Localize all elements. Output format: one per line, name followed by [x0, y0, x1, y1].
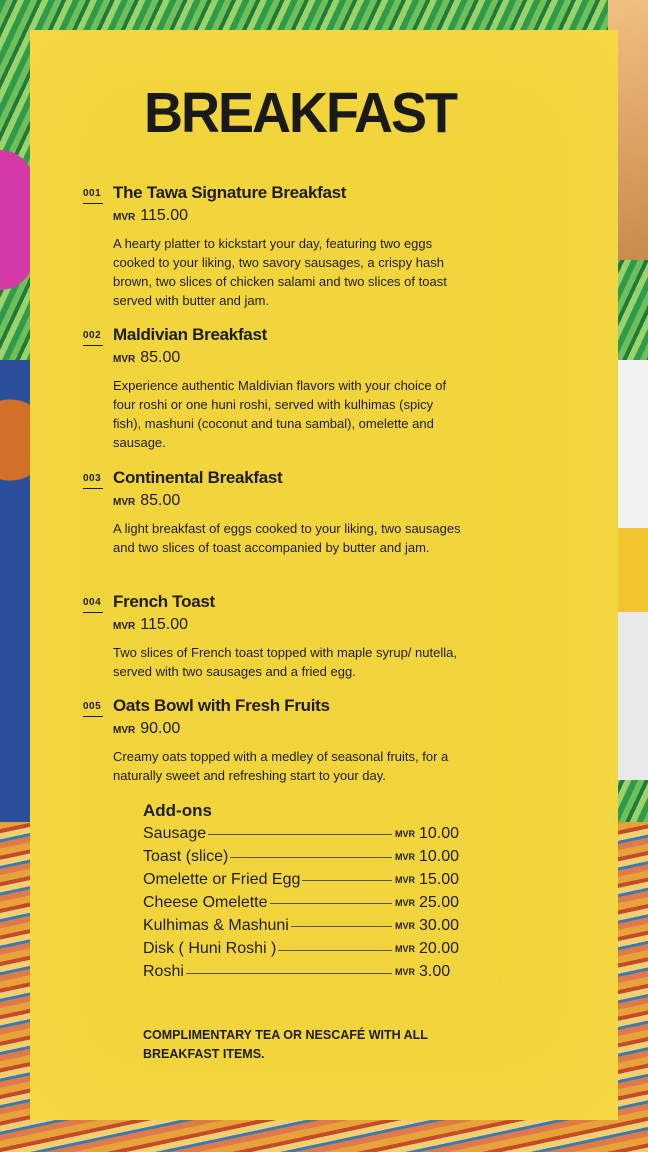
addon-row — [143, 868, 463, 891]
currency-label: MVR — [395, 967, 415, 978]
currency-label: MVR — [113, 212, 136, 223]
addon-row — [143, 845, 463, 868]
item-description: A hearty platter to kickstart your day, featuring two eggs cooked to your liking, two savory sausages, a crispy hash brown, two slices of chicken salami and two slices of toast served with butter and jam. — [113, 236, 447, 308]
menu-item — [83, 324, 463, 452]
leader-line — [278, 950, 392, 951]
addon-price: 15.00 — [419, 870, 460, 888]
addon-price: 10.00 — [419, 824, 460, 842]
currency-label: MVR — [113, 725, 136, 736]
item-price — [113, 204, 463, 230]
item-description: Experience authentic Maldivian flavors with your choice of four roshi or one huni roshi, served with kulhimas (spicy fish), mashuni (coconut and tuna sambal), omelette and sausage. — [113, 378, 447, 450]
addon-price: 20.00 — [419, 940, 460, 958]
item-price — [113, 717, 463, 743]
addon-name: Toast (slice) — [143, 847, 229, 865]
item-name: The Tawa Signature Breakfast — [113, 183, 347, 202]
item-name: Maldivian Breakfast — [113, 325, 267, 344]
addon-name: Kulhimas & Mashuni — [143, 916, 289, 934]
addons-section — [143, 800, 463, 984]
menu-title: BREAKFAST — [144, 81, 457, 145]
complimentary-note: COMPLIMENTARY TEA OR NESCAFÉ WITH ALL BREAKFAST ITEMS. — [143, 1028, 428, 1061]
price-amount: 115.00 — [140, 207, 188, 224]
item-number: 003 — [83, 473, 103, 489]
currency-label: MVR — [113, 621, 136, 632]
addon-row — [143, 891, 463, 914]
addon-name: Omelette or Fried Egg — [143, 870, 301, 888]
menu-item — [83, 695, 463, 785]
currency-label: MVR — [395, 944, 415, 955]
menu-item — [83, 182, 463, 310]
price-amount: 90.00 — [140, 720, 181, 737]
addon-price: 10.00 — [419, 847, 460, 865]
price-amount: 85.00 — [140, 349, 181, 366]
currency-label: MVR — [395, 828, 415, 839]
item-price — [113, 346, 463, 372]
addon-row — [143, 937, 463, 960]
addon-name: Cheese Omelette — [143, 893, 268, 911]
currency-label: MVR — [113, 354, 136, 365]
item-name: French Toast — [113, 592, 215, 611]
menu-item — [83, 467, 463, 557]
item-description: A light breakfast of eggs cooked to your liking, two sausages and two slices of toast accompanied by butter and jam. — [113, 521, 461, 555]
currency-label: MVR — [395, 851, 415, 862]
item-number: 005 — [83, 701, 103, 717]
addon-name: Sausage — [143, 824, 207, 842]
addons-title: Add-ons — [143, 801, 212, 820]
currency-label: MVR — [395, 920, 415, 931]
item-price — [113, 613, 463, 639]
item-name: Continental Breakfast — [113, 468, 283, 487]
addon-row — [143, 914, 463, 937]
item-name: Oats Bowl with Fresh Fruits — [113, 696, 330, 715]
menu-item — [83, 591, 463, 681]
addon-row — [143, 822, 463, 845]
addon-name: Disk ( Huni Roshi ) — [143, 940, 277, 958]
currency-label: MVR — [395, 897, 415, 908]
addon-name: Roshi — [143, 963, 184, 981]
item-number: 004 — [83, 597, 103, 613]
currency-label: MVR — [395, 874, 415, 885]
background-pink-dish — [0, 150, 34, 290]
addon-price: 3.00 — [419, 963, 451, 981]
addon-price: 30.00 — [419, 916, 460, 934]
item-number: 001 — [83, 188, 103, 204]
price-amount: 115.00 — [140, 616, 188, 633]
leader-line — [291, 926, 392, 927]
item-description: Creamy oats topped with a medley of seasonal fruits, for a naturally sweet and refreshing start to your day. — [113, 749, 449, 783]
leader-line — [208, 834, 392, 835]
item-price — [113, 489, 463, 515]
price-amount: 85.00 — [140, 492, 181, 509]
currency-label: MVR — [113, 497, 136, 508]
addon-price: 25.00 — [419, 893, 460, 911]
leader-line — [302, 880, 392, 881]
item-description: Two slices of French toast topped with maple syrup/ nutella, served with two sausages and a fried egg. — [113, 645, 457, 679]
leader-line — [230, 857, 392, 858]
leader-line — [270, 903, 392, 904]
leader-line — [186, 973, 392, 974]
addon-row — [143, 961, 463, 984]
item-number: 002 — [83, 330, 103, 346]
